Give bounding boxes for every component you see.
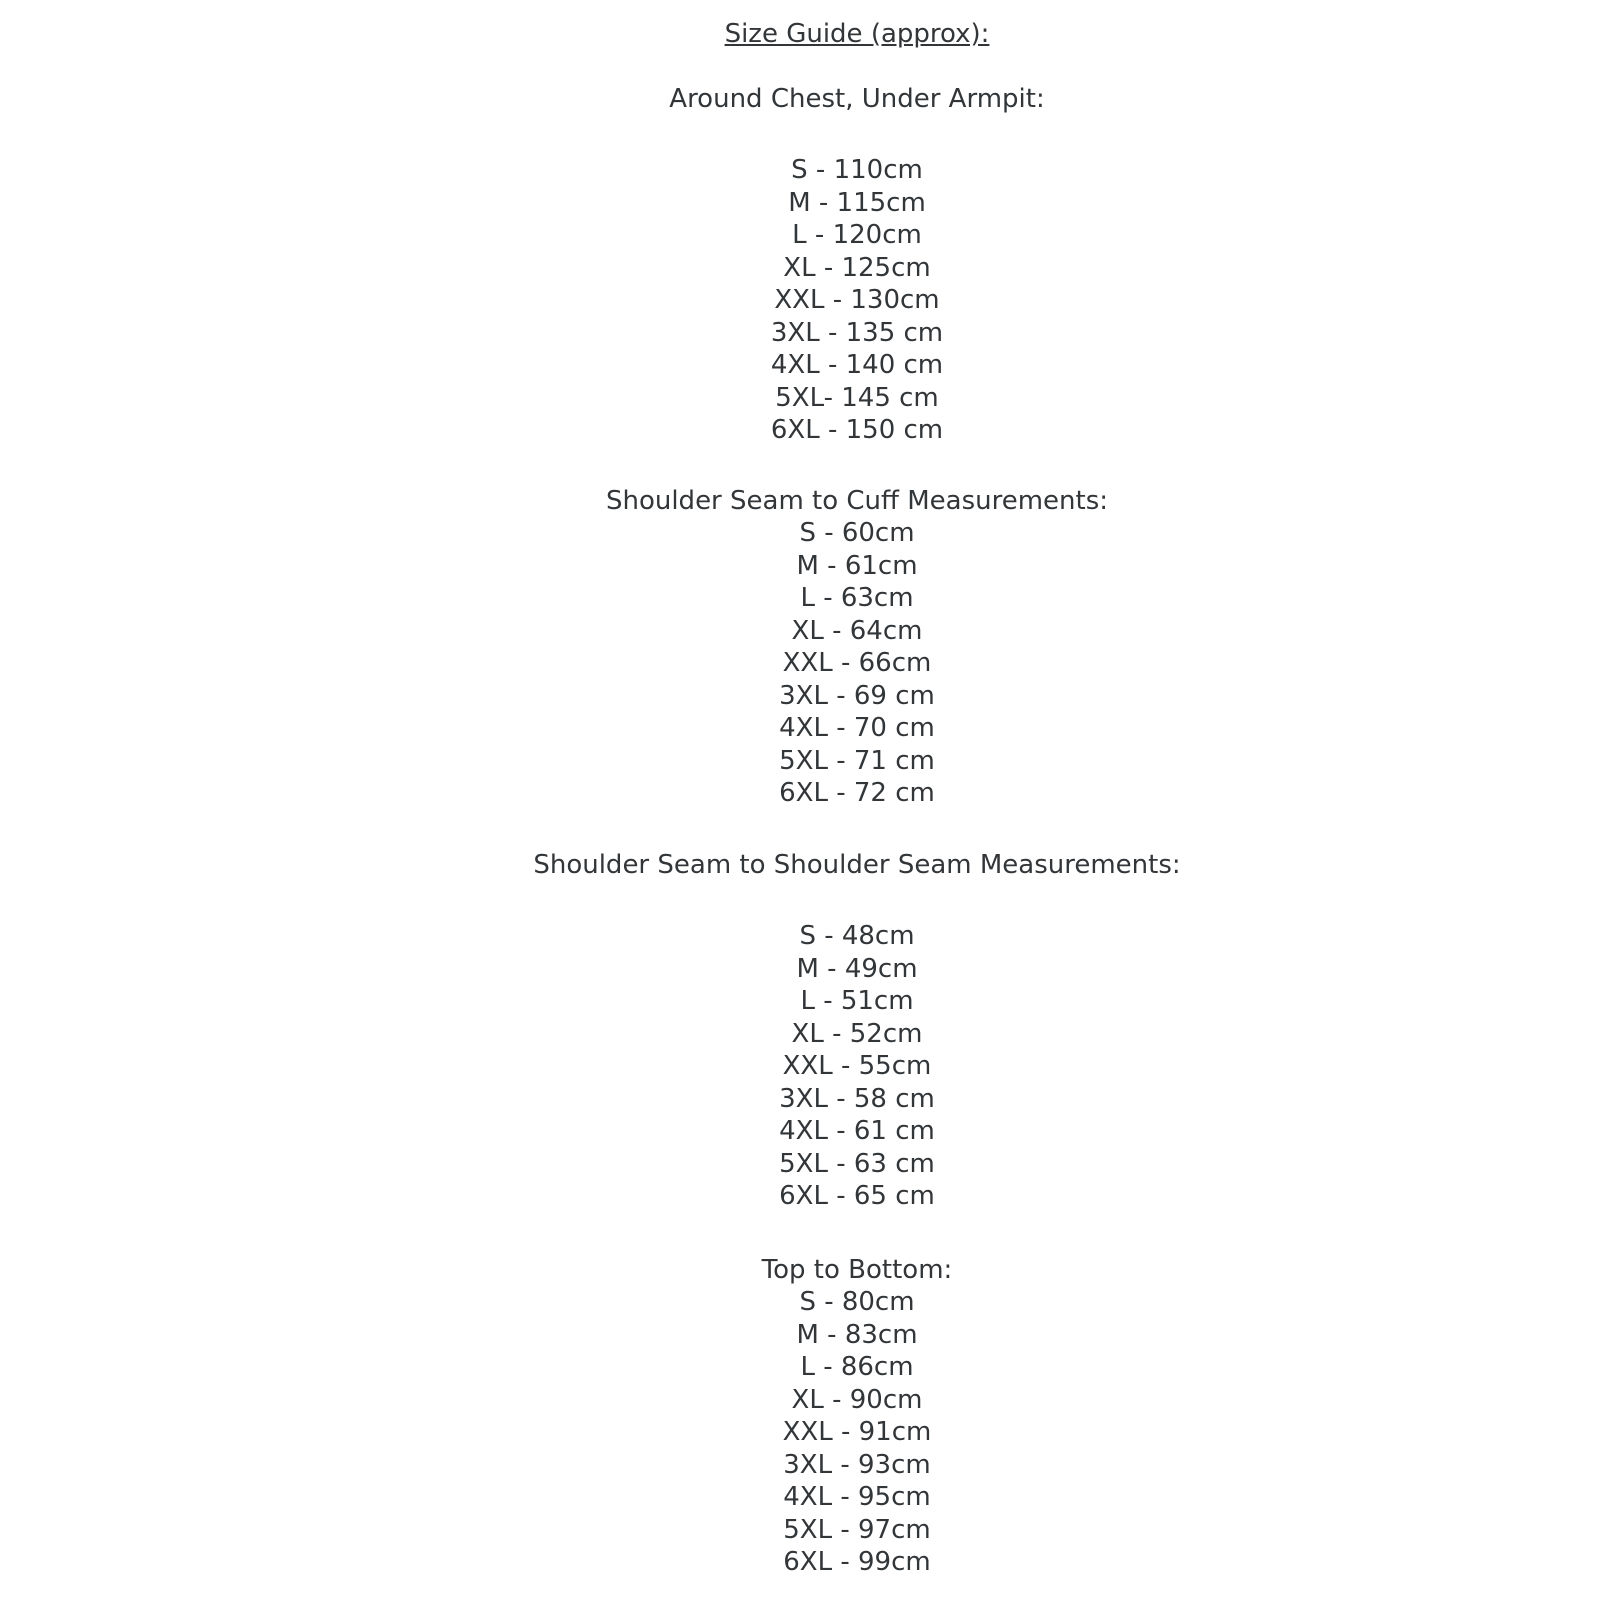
size-row: 3XL - 69 cm: [779, 680, 935, 711]
size-row: 4XL - 140 cm: [770, 350, 944, 380]
size-row: 5XL - 63 cm: [779, 1148, 935, 1179]
size-row: 6XL - 99cm: [783, 1547, 931, 1577]
size-row: 5XL- 145 cm: [775, 382, 939, 413]
blank-line: [114, 115, 1600, 154]
size-row: 5XL - 97cm: [783, 1514, 931, 1545]
size-row: XL - 64cm: [791, 615, 923, 646]
size-row: 4XL - 95cm: [783, 1482, 931, 1512]
size-row: S - 48cm: [799, 921, 915, 951]
size-row: S - 80cm: [799, 1287, 915, 1317]
size-row: 6XL - 72 cm: [779, 778, 935, 808]
size-row: L - 63cm: [800, 583, 914, 613]
size-row: 4XL - 70 cm: [779, 713, 935, 743]
size-row: XL - 90cm: [791, 1384, 923, 1415]
size-row: M - 49cm: [796, 953, 918, 984]
section-heading: Top to Bottom:: [761, 1254, 953, 1285]
size-row: 3XL - 135 cm: [770, 317, 944, 348]
page-title-line: [114, 18, 1600, 51]
blank-line: [114, 1213, 1600, 1254]
size-row: 6XL - 150 cm: [770, 415, 944, 445]
section-heading: Shoulder Seam to Shoulder Seam Measurements:: [533, 849, 1181, 880]
size-row: XXL - 91cm: [782, 1417, 932, 1447]
size-row: L - 120cm: [792, 220, 922, 250]
size-row: 6XL - 65 cm: [779, 1181, 935, 1211]
size-row: M - 83cm: [796, 1319, 918, 1350]
section-heading: Around Chest, Under Armpit:: [669, 83, 1045, 114]
size-row: XL - 52cm: [791, 1018, 923, 1049]
page-title: Size Guide (approx):: [724, 19, 990, 49]
size-row: L - 51cm: [800, 986, 914, 1016]
size-row: 3XL - 58 cm: [779, 1083, 935, 1114]
size-row: S - 110cm: [791, 155, 923, 185]
size-row: XL - 125cm: [783, 252, 931, 283]
blank-line: [114, 51, 1600, 83]
size-row: L - 86cm: [800, 1352, 914, 1382]
size-row: M - 115cm: [788, 187, 926, 218]
blank-line: [114, 881, 1600, 920]
size-row: 4XL - 61 cm: [779, 1116, 935, 1146]
size-row: XXL - 55cm: [782, 1051, 932, 1081]
blank-line: [114, 447, 1600, 485]
section-heading: Shoulder Seam to Cuff Measurements:: [605, 485, 1109, 516]
size-row: 3XL - 93cm: [783, 1449, 931, 1480]
size-row: 5XL - 71 cm: [779, 745, 935, 776]
size-row: M - 61cm: [796, 550, 918, 581]
blank-line: [114, 810, 1600, 849]
size-row: XXL - 66cm: [782, 648, 932, 678]
size-row: XXL - 130cm: [774, 285, 940, 315]
size-row: S - 60cm: [799, 518, 915, 548]
